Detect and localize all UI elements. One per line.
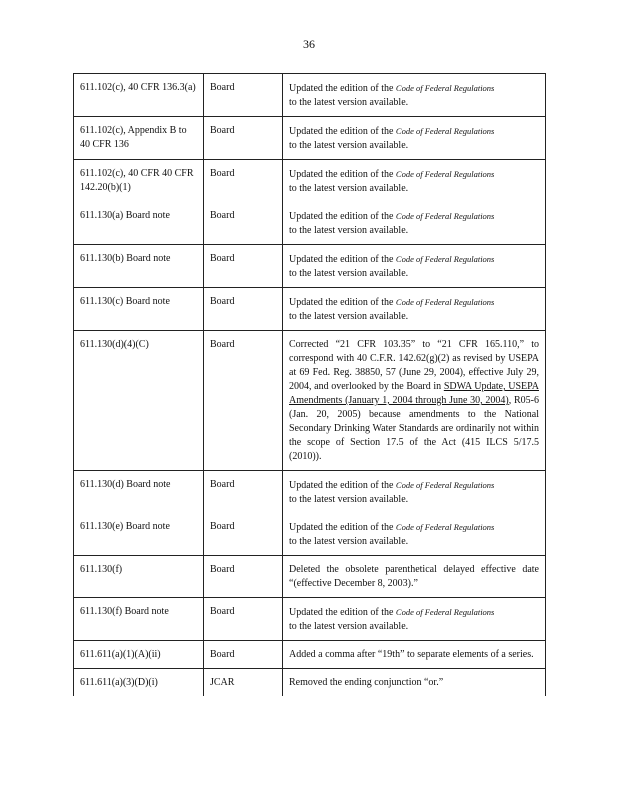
cfr-title: Code of Federal Regulations <box>395 522 495 532</box>
table-row <box>74 556 546 598</box>
change-cell <box>283 202 546 245</box>
source-cell: Board <box>204 331 283 471</box>
cfr-title: Code of Federal Regulations <box>395 480 495 490</box>
change-cell <box>283 74 546 117</box>
change-text-prefix: Updated the edition of the <box>289 126 396 137</box>
cfr-title: Code of Federal Regulations <box>395 607 495 617</box>
table-row <box>74 641 546 669</box>
change-text-suffix: to the latest version available. <box>289 140 409 151</box>
change-text-prefix: Updated the edition of the <box>289 169 396 180</box>
section-cell: 611.130(f) <box>74 556 204 598</box>
cfr-title: Code of Federal Regulations <box>395 211 495 221</box>
source-cell: JCAR <box>204 669 283 697</box>
section-cell: 611.102(c), 40 CFR 136.3(a) <box>74 74 204 117</box>
change-text-prefix: Updated the edition of the <box>289 297 396 308</box>
change-cell <box>283 117 546 160</box>
change-text-suffix: to the latest version available. <box>289 311 409 322</box>
source-cell: Board <box>204 117 283 160</box>
change-cell: Added a comma after “19th” to separate elements of a series. <box>283 641 546 669</box>
table-row <box>74 202 546 245</box>
change-cell <box>283 513 546 556</box>
section-cell: 611.102(c), 40 CFR 40 CFR 142.20(b)(1) <box>74 160 204 203</box>
table-row <box>74 117 546 160</box>
amendments-table <box>73 73 546 696</box>
cfr-title: Code of Federal Regulations <box>395 83 495 93</box>
cfr-title: Code of Federal Regulations <box>395 126 495 136</box>
change-cell <box>283 245 546 288</box>
source-cell: Board <box>204 288 283 331</box>
change-cell <box>283 160 546 203</box>
underlined-case-title: SDWA Update, USEPA Amendments (January 1, 2004 through June 30, 2004) <box>289 381 540 406</box>
page-number: 36 <box>303 37 315 51</box>
cfr-title: Code of Federal Regulations <box>395 169 495 179</box>
section-cell: 611.130(d) Board note <box>74 471 204 514</box>
source-cell: Board <box>204 598 283 641</box>
source-cell: Board <box>204 556 283 598</box>
change-text-suffix: to the latest version available. <box>289 268 409 279</box>
source-cell: Board <box>204 202 283 245</box>
section-cell: 611.130(c) Board note <box>74 288 204 331</box>
change-text-suffix: to the latest version available. <box>289 97 409 108</box>
section-cell: 611.611(a)(3)(D)(i) <box>74 669 204 697</box>
change-cell: Deleted the obsolete parenthetical delayed effective date “(effective December 8, 2003).” <box>283 556 546 598</box>
change-text-prefix: Updated the edition of the <box>289 607 396 618</box>
section-cell: 611.130(e) Board note <box>74 513 204 556</box>
source-cell: Board <box>204 641 283 669</box>
change-cell <box>283 598 546 641</box>
source-cell: Board <box>204 513 283 556</box>
change-text-suffix: to the latest version available. <box>289 494 409 505</box>
change-text-prefix: Updated the edition of the <box>289 480 396 491</box>
change-cell: Removed the ending conjunction “or.” <box>283 669 546 697</box>
table-row <box>74 288 546 331</box>
table-row <box>74 245 546 288</box>
table-row <box>74 598 546 641</box>
section-cell: 611.611(a)(1)(A)(ii) <box>74 641 204 669</box>
table-row <box>74 160 546 203</box>
change-cell <box>283 471 546 514</box>
change-text-suffix: to the latest version available. <box>289 183 409 194</box>
section-cell: 611.130(a) Board note <box>74 202 204 245</box>
table-row <box>74 669 546 697</box>
change-cell <box>283 331 546 471</box>
change-cell <box>283 288 546 331</box>
section-cell: 611.102(c), Appendix B to 40 CFR 136 <box>74 117 204 160</box>
table-row <box>74 513 546 556</box>
table-row <box>74 471 546 514</box>
source-cell: Board <box>204 74 283 117</box>
change-text: Corrected “21 CFR 103.35” to “21 CFR 165.110,” to correspond with 40 C.F.R. 142.62(g)(2) as revised by USEPA at 69 Fed. Reg. 38850, 57 (June 29, 2004), effective July 29, 2004, and overlooked by the Board in <box>289 339 539 392</box>
table-row <box>74 74 546 117</box>
cfr-title: Code of Federal Regulations <box>395 254 495 264</box>
change-text-prefix: Updated the edition of the <box>289 522 396 533</box>
table-row <box>74 331 546 471</box>
section-cell: 611.130(d)(4)(C) <box>74 331 204 471</box>
source-cell: Board <box>204 245 283 288</box>
section-cell: 611.130(b) Board note <box>74 245 204 288</box>
change-text-prefix: Updated the edition of the <box>289 83 396 94</box>
section-cell: 611.130(f) Board note <box>74 598 204 641</box>
source-cell: Board <box>204 471 283 514</box>
cfr-title: Code of Federal Regulations <box>395 297 495 307</box>
source-cell: Board <box>204 160 283 203</box>
change-text-suffix: to the latest version available. <box>289 536 409 547</box>
change-text-prefix: Updated the edition of the <box>289 254 396 265</box>
change-text-suffix: to the latest version available. <box>289 621 409 632</box>
change-text-suffix: to the latest version available. <box>289 225 409 236</box>
change-text-prefix: Updated the edition of the <box>289 211 396 222</box>
change-text-continued: , R05-6 (Jan. 20, 2005) because amendments to the National Secondary Drinking Water Standards are ordinarily not within the scope of Section 17.5 of the Act (415 ILCS 5/17.5 (2010)). <box>289 395 539 462</box>
